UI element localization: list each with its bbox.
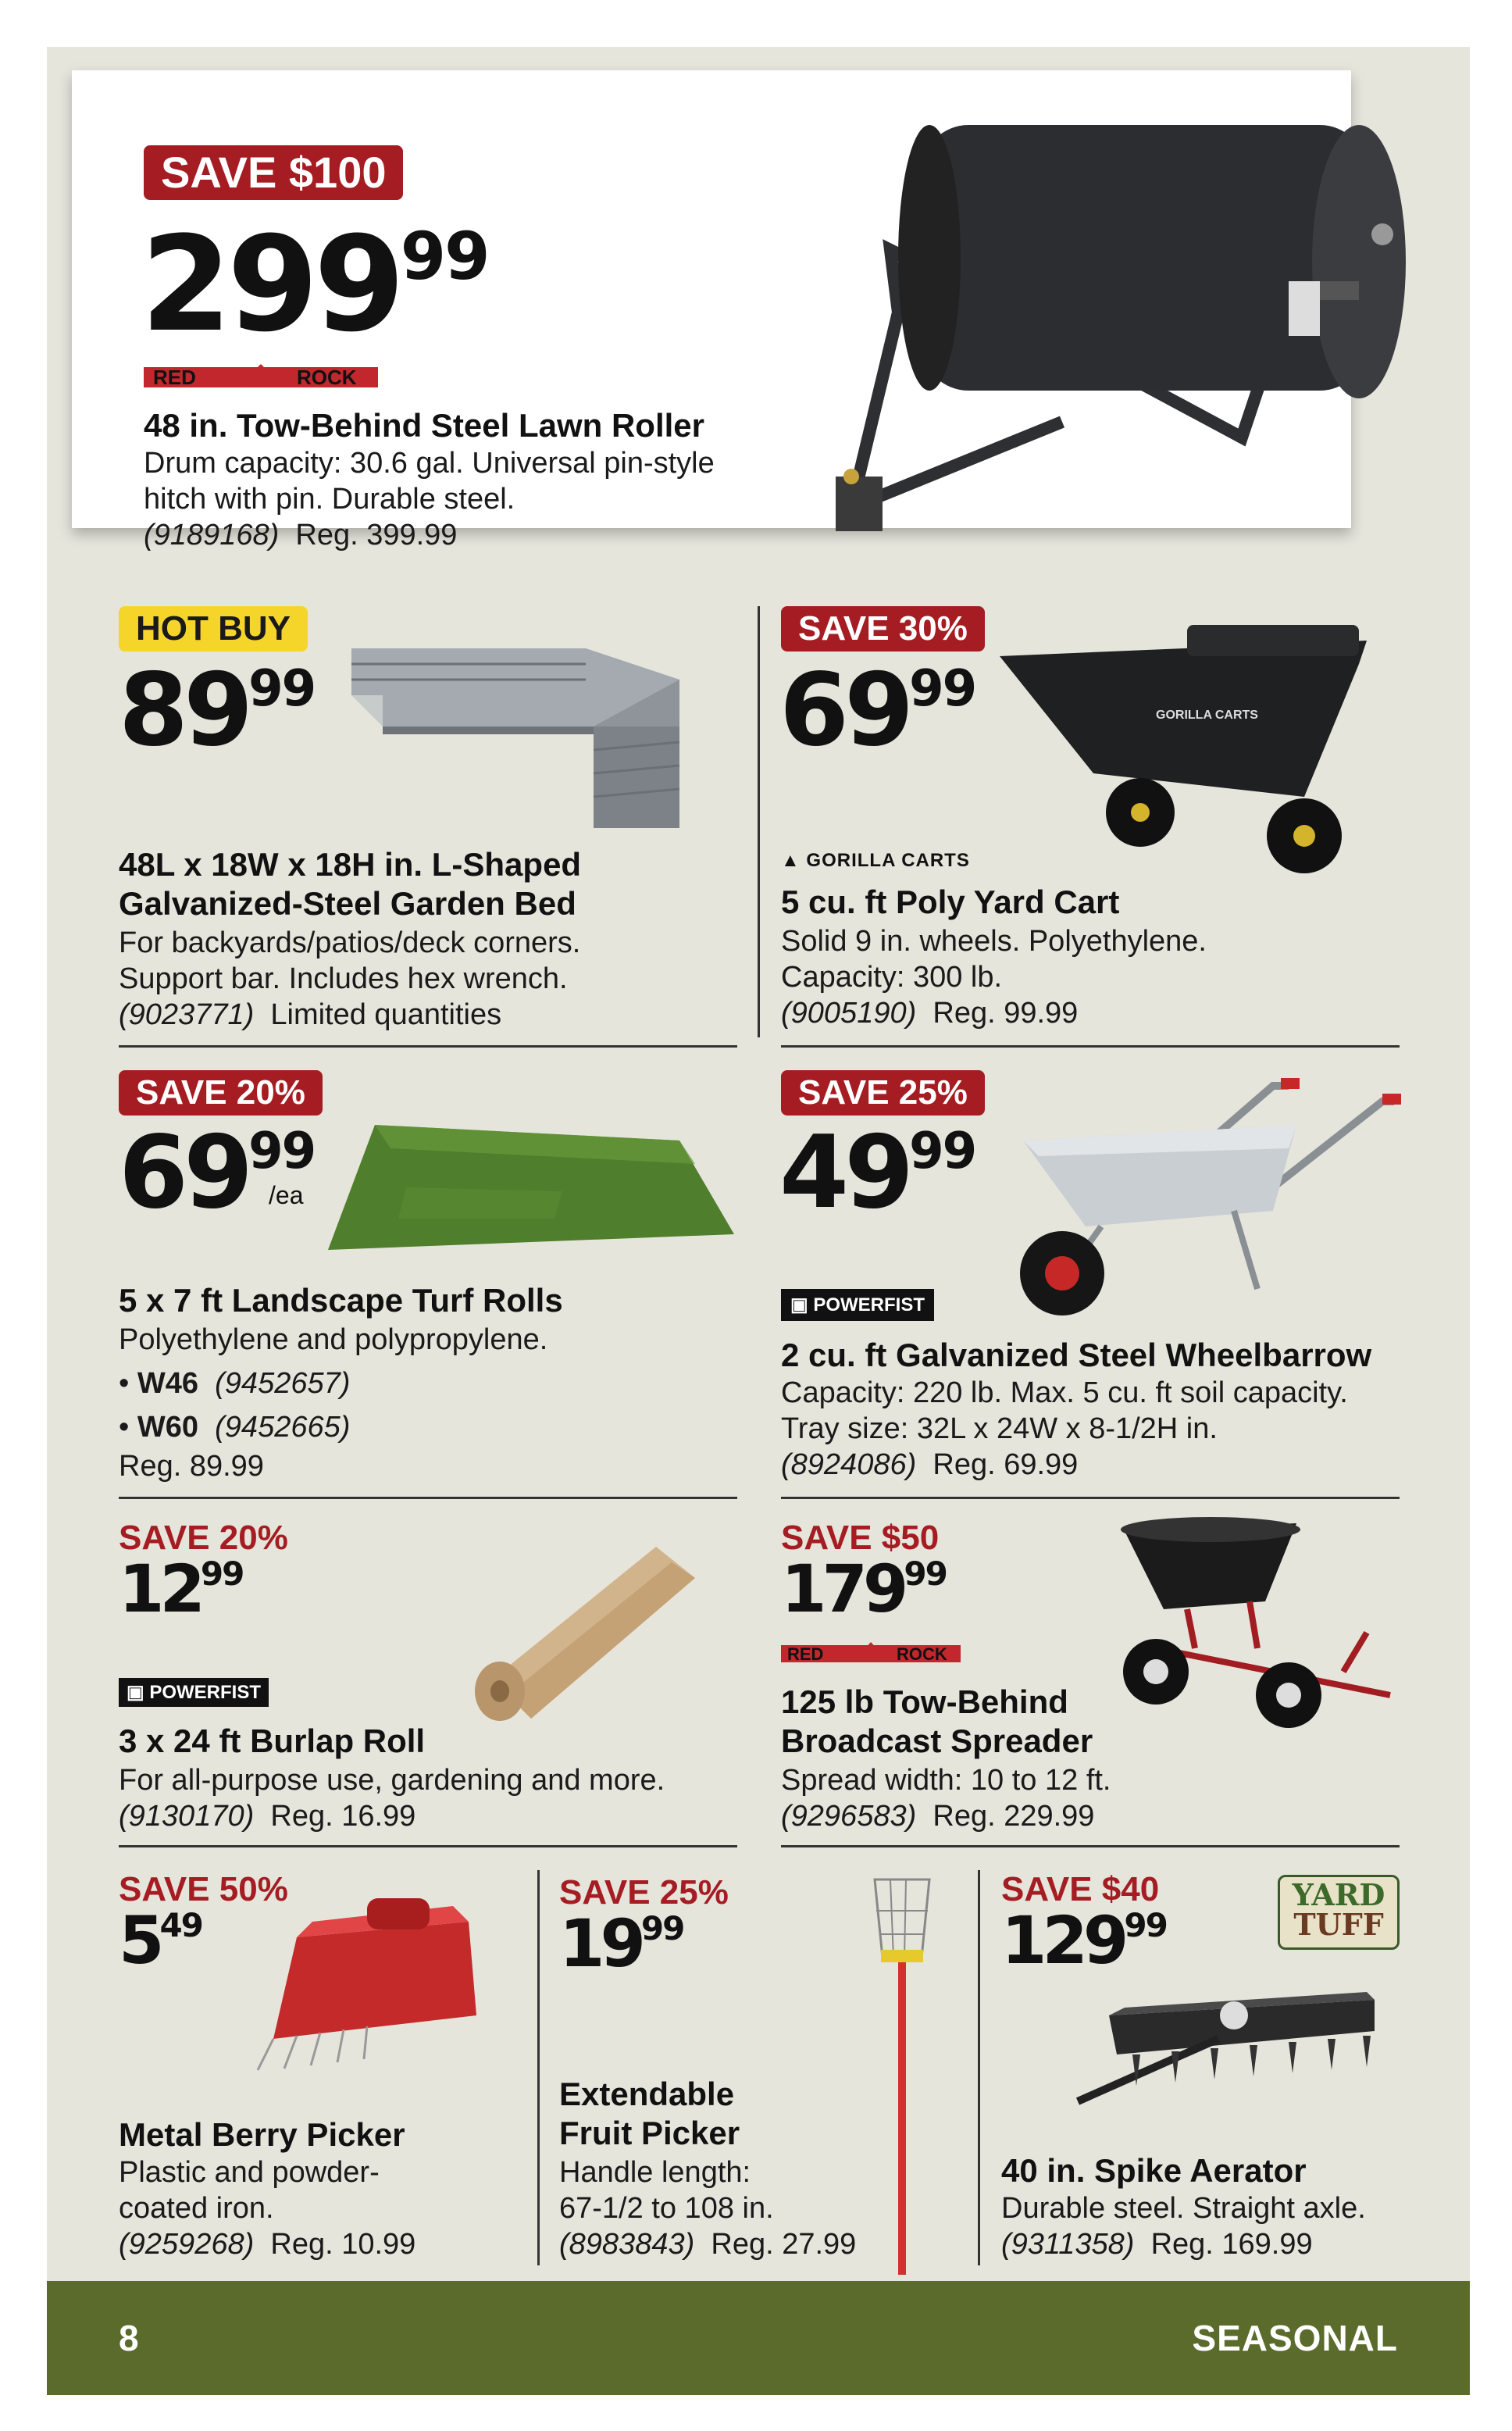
price: 6999 (779, 652, 976, 769)
product-desc-1: Solid 9 in. wheels. Polyethylene. (781, 925, 1207, 958)
yard-tuff-logo: YARD TUFF (1278, 1875, 1400, 1950)
page-footer (47, 2281, 1470, 2395)
product-title: 48 in. Tow-Behind Steel Lawn Roller (144, 407, 704, 444)
product-desc-2: hitch with pin. Durable steel. (144, 483, 515, 516)
product-desc-1: Handle length: (559, 2156, 751, 2189)
product-title-1: 125 lb Tow-Behind (781, 1683, 1068, 1720)
product-desc-1: Drum capacity: 30.6 gal. Universal pin-style (144, 447, 715, 480)
product-title-2: Galvanized-Steel Garden Bed (119, 885, 576, 922)
price: 8999 (119, 652, 316, 769)
product-sku-line: (8924086) Reg. 69.99 (781, 1448, 1079, 1481)
svg-text:ROCK: ROCK (297, 366, 357, 389)
row-divider (119, 1845, 737, 1847)
product-desc-2: 67-1/2 to 108 in. (559, 2192, 774, 2225)
save-badge: SAVE $100 (144, 145, 403, 200)
save-badge: SAVE 25% (559, 1873, 729, 1912)
svg-text:GORILLA CARTS: GORILLA CARTS (1156, 709, 1258, 722)
price: 4999 (779, 1115, 976, 1231)
product-desc-2: Tray size: 32L x 24W x 8-1/2H in. (781, 1412, 1218, 1445)
product-desc-1: For all-purpose use, gardening and more. (119, 1764, 665, 1797)
svg-text:RED: RED (153, 366, 196, 389)
product-sku-line: (9189168) Reg. 399.99 (144, 519, 458, 552)
row-divider (781, 1045, 1400, 1048)
svg-text:ROCK: ROCK (897, 1644, 947, 1664)
row-divider (781, 1497, 1400, 1499)
product-sku-line: (9311358) Reg. 169.99 (1001, 2228, 1313, 2261)
price: 549 (119, 1902, 202, 1979)
save-badge: SAVE 20% (119, 1070, 323, 1116)
price: 12999 (1001, 1902, 1167, 1979)
product-title-2: Broadcast Spreader (781, 1722, 1093, 1759)
product-sku-line: (9005190) Reg. 99.99 (781, 997, 1079, 1030)
price: 17999 (781, 1551, 947, 1627)
product-desc-2: Support bar. Includes hex wrench. (119, 962, 568, 995)
product-option-2: • W60 (9452665) (119, 1411, 351, 1444)
lawn-roller-image (804, 94, 1429, 531)
row-divider (781, 1845, 1400, 1847)
garden-bed-image (351, 633, 742, 836)
gorilla-carts-logo: ▲ GORILLA CARTS (781, 850, 970, 871)
product-title: Metal Berry Picker (119, 2116, 405, 2153)
spike-aerator-image (1062, 1992, 1390, 2133)
product-title-1: 48L x 18W x 18H in. L-Shaped (119, 846, 582, 883)
save-badge: SAVE 30% (781, 606, 985, 651)
product-desc-1: Capacity: 220 lb. Max. 5 cu. ft soil capacity. (781, 1376, 1348, 1409)
page-number: 8 (119, 2318, 139, 2358)
product-sku-line: (8983843) Reg. 27.99 (559, 2228, 857, 2261)
save-badge: SAVE $50 (781, 1519, 940, 1557)
product-desc-1: Spread width: 10 to 12 ft. (781, 1764, 1111, 1797)
product-desc-2: Capacity: 300 lb. (781, 961, 1003, 994)
section-title: SEASONAL (1192, 2318, 1398, 2358)
product-title-1: Extendable (559, 2076, 735, 2112)
product-sku-line: (9023771) Limited quantities (119, 998, 502, 1031)
svg-text:RED: RED (787, 1644, 824, 1664)
spreader-image (1109, 1515, 1406, 1750)
product-sku-line: (9259268) Reg. 10.99 (119, 2228, 416, 2261)
price: 29999 (141, 208, 489, 361)
berry-picker-image (250, 1890, 484, 2078)
product-option-1: • W46 (9452657) (119, 1367, 351, 1400)
price: 6999 (119, 1115, 316, 1231)
price-unit: /ea (269, 1181, 304, 1209)
save-badge: SAVE 20% (119, 1519, 288, 1557)
turf-image (328, 1117, 750, 1265)
product-title: 3 x 24 ft Burlap Roll (119, 1722, 426, 1759)
red-rock-logo (781, 1640, 961, 1667)
column-divider (758, 606, 760, 1037)
product-desc-1: Plastic and powder- (119, 2156, 380, 2189)
burlap-roll-image (437, 1539, 695, 1734)
product-title: 40 in. Spike Aerator (1001, 2152, 1307, 2189)
save-badge: SAVE 25% (781, 1070, 985, 1116)
product-sku-line: (9296583) Reg. 229.99 (781, 1800, 1095, 1833)
product-title: 5 cu. ft Poly Yard Cart (781, 884, 1120, 920)
product-sku-line: (9130170) Reg. 16.99 (119, 1800, 416, 1833)
red-rock-logo (144, 361, 378, 392)
hot-buy-badge: HOT BUY (119, 606, 308, 651)
fruit-picker-image (859, 1872, 945, 2278)
product-desc-1: Durable steel. Straight axle. (1001, 2192, 1366, 2225)
row-divider (119, 1045, 737, 1048)
save-badge: SAVE $40 (1001, 1870, 1160, 1908)
wheelbarrow-image (1015, 1070, 1406, 1328)
product-title: 5 x 7 ft Landscape Turf Rolls (119, 1282, 563, 1319)
product-desc-2: coated iron. (119, 2192, 274, 2225)
product-title: 2 cu. ft Galvanized Steel Wheelbarrow (781, 1337, 1372, 1373)
product-desc-1: For backyards/patios/deck corners. (119, 926, 581, 959)
save-badge: SAVE 50% (119, 1870, 288, 1908)
price: 1999 (559, 1905, 684, 1982)
row-divider (119, 1497, 737, 1499)
product-reg-price: Reg. 89.99 (119, 1450, 264, 1483)
powerfist-logo: ▣ POWERFIST (119, 1678, 269, 1707)
column-divider (978, 1870, 980, 2265)
column-divider (537, 1870, 540, 2265)
product-title-2: Fruit Picker (559, 2115, 740, 2151)
price: 1299 (119, 1551, 244, 1627)
product-desc-1: Polyethylene and polypropylene. (119, 1323, 548, 1356)
yard-cart-image (992, 617, 1382, 883)
powerfist-logo: ▣ POWERFIST (781, 1289, 934, 1321)
